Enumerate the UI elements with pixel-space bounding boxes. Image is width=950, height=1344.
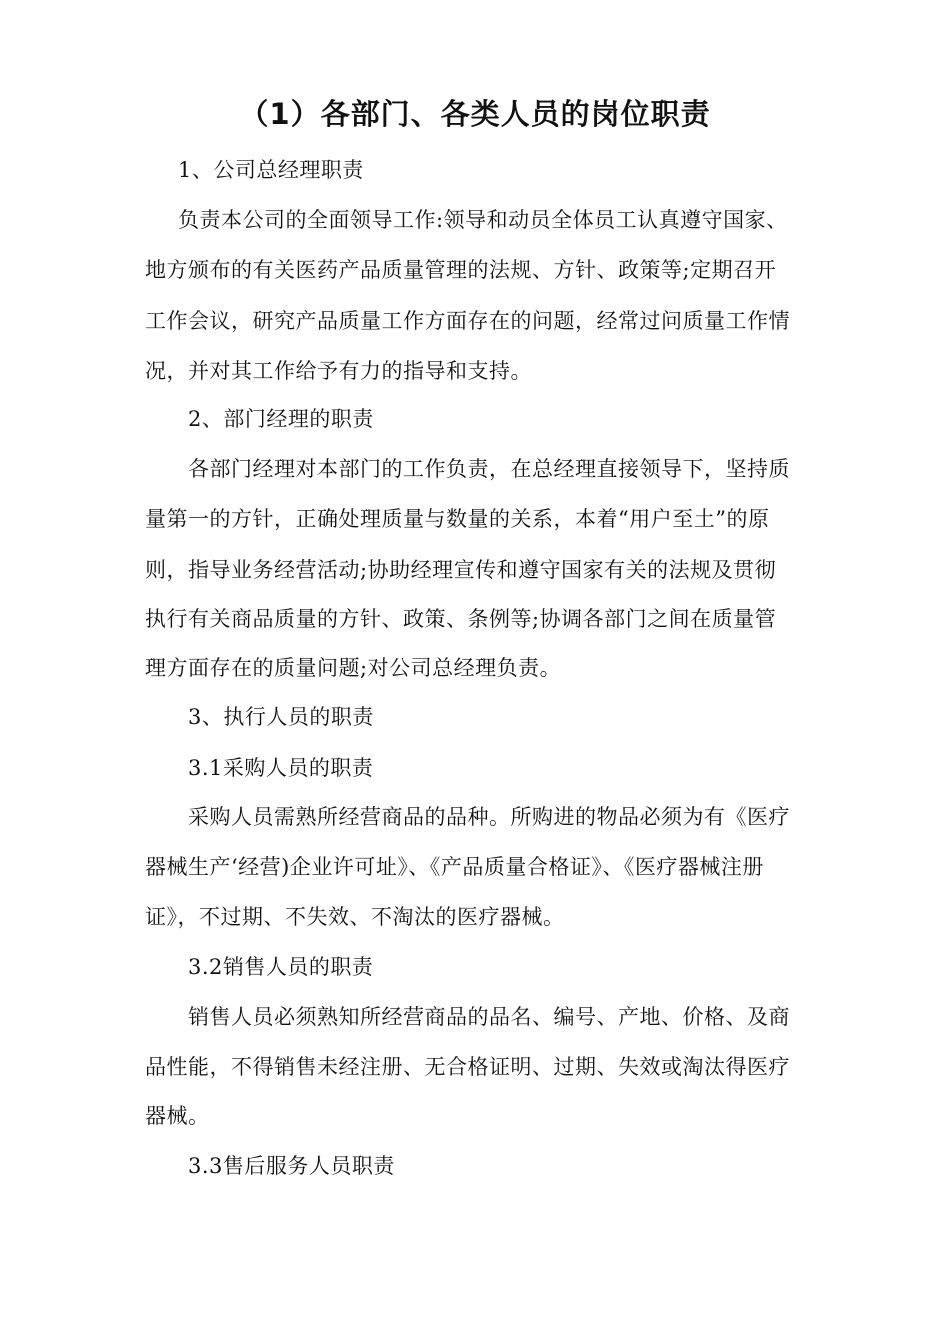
document-title: （1）各部门、各类人员的岗位职责 — [239, 97, 711, 131]
section-3-1-line-2: 器械生产‘经营)企业许可址》、《产品质量合格证》、《医疗器械注册 — [145, 855, 764, 879]
section-3-2-line-3: 器械。 — [145, 1104, 210, 1128]
section-3-1-line-3: 证》，不过期、不失效、不淘汰的医疗器械。 — [145, 905, 565, 929]
section-3-2-line-2: 品性能，不得销售未经注册、无合格证明、过期、失效或淘汰得医疗 — [145, 1055, 790, 1079]
section-2-heading: 2、部门经理的职责 — [188, 407, 374, 431]
section-3-1-line-1: 采购人员需熟所经营商品的品种。所购进的物品必须为有《医疗 — [188, 805, 790, 829]
section-3-heading: 3、执行人员的职责 — [188, 705, 374, 729]
section-2-line-4: 执行有关商品质量的方针、政策、条例等;协调各部门之间在质量管 — [145, 607, 777, 631]
section-3-2-heading: 3.2销售人员的职责 — [188, 955, 374, 979]
section-1-line-4: 况，并对其工作给予有力的指导和支持。 — [145, 359, 532, 383]
section-1-line-1: 负责本公司的全面领导工作:领导和动员全体员工认真遵守国家、 — [178, 208, 788, 232]
section-1-heading: 1、公司总经理职责 — [178, 158, 364, 182]
section-3-2-line-1: 销售人员必须熟知所经营商品的品名、编号、产地、价格、及商 — [188, 1005, 790, 1029]
section-2-line-3: 则，指导业务经营活动;协助经理宣传和遵守国家有关的法规及贯彻 — [145, 558, 777, 582]
section-3-1-heading: 3.1采购人员的职责 — [188, 756, 374, 780]
section-2-line-5: 理方面存在的质量问题;对公司总经理负责。 — [145, 656, 562, 680]
section-3-3-heading: 3.3售后服务人员职责 — [188, 1154, 395, 1178]
section-1-line-2: 地方颁布的有关医药产品质量管理的法规、方针、政策等;定期召开 — [145, 258, 777, 282]
section-1-line-3: 工作会议，研究产品质量工作方面存在的问题，经常过问质量工作情 — [145, 309, 790, 333]
section-2-line-2: 量第一的方针，正确处理质量与数量的关系，本着“用户至土”的原 — [145, 507, 770, 531]
section-2-line-1: 各部门经理对本部门的工作负责，在总经理直接领导下，坚持质 — [188, 457, 790, 481]
